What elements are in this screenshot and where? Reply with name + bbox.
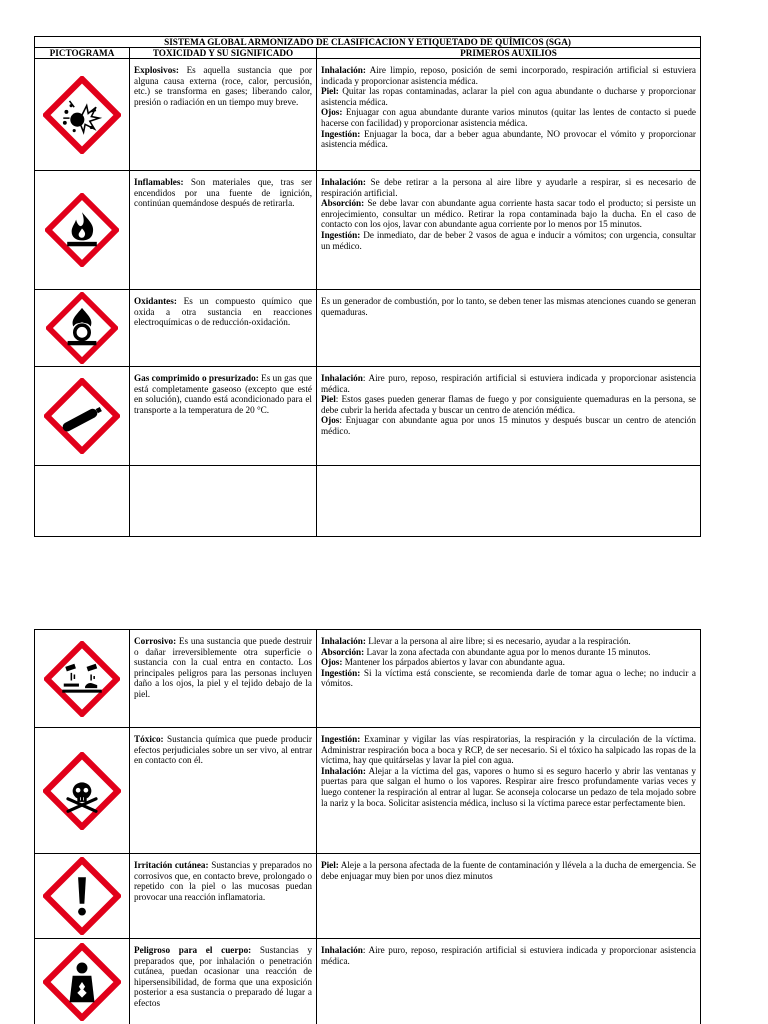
first-aid-item: Inhalación: Aire limpio, reposo, posición de semi incorporado, respiración artificial si estuviera indicada y proporcionar asistencia médica. bbox=[321, 65, 696, 86]
hazard-text: Es un gas que está completamente gaseoso (excepto que esté en solución), cuando está acondicionado para el transporte a la temperatura de 20 °C. bbox=[134, 373, 313, 415]
hazard-description bbox=[130, 290, 317, 367]
table-row bbox=[35, 59, 701, 171]
hazard-text: Sustancias y preparados no corrosivos que, en contacto breve, prolongado o repetido con la piel o las mucosas puedan provocar una reacción inflamatoria. bbox=[134, 860, 313, 902]
first-aid-item: Ingestión: De inmediato, dar de beber 2 vasos de agua e inducir a vómitos; con urgencia, consultar un médico. bbox=[321, 229, 696, 251]
first-aid-cell bbox=[317, 728, 701, 854]
gas-cylinder-icon bbox=[44, 378, 120, 454]
first-aid-item: Piel: Quitar las ropas contaminadas, aclarar la piel con agua abundante o ducharse y proporcionar asistencia médica. bbox=[321, 86, 696, 107]
hazard-name: Explosivos: bbox=[134, 65, 179, 75]
hazard-description bbox=[130, 854, 317, 939]
flame-icon bbox=[45, 193, 119, 267]
empty-cell bbox=[130, 466, 317, 537]
first-aid-cell bbox=[317, 367, 701, 466]
first-aid-item: Ojos: Enjuagar con agua abundante durante varios minutos (quitar las lentes de contacto si puede hacerse con facilidad) y proporcionar asistencia médica. bbox=[321, 107, 696, 128]
hazard-description bbox=[130, 630, 317, 728]
header-pictograma: PICTOGRAMA bbox=[35, 48, 130, 59]
header-toxicidad: TOXICIDAD Y SU SIGNIFICADO bbox=[130, 48, 317, 59]
health-hazard-icon bbox=[43, 943, 121, 1021]
first-aid-item: Inhalación: Alejar a la víctima del gas, vapores o humo si es seguro hacerlo y abrir las ventanas y puertas para que salgan el humo o los vapores. Respirar aire fresco profundamente varias veces y luego contener la respiración al entrar al lugar. Se aconseja colocarse un pedazo de tela mojado sobre la nariz y la boca. Solicitar asistencia médica, incluso si la víctima parece estar perfectamente bien. bbox=[321, 765, 696, 808]
pictogram-cell bbox=[35, 939, 130, 1024]
first-aid-cell bbox=[317, 939, 701, 1024]
hazard-name: Corrosivo: bbox=[134, 636, 177, 646]
table-row bbox=[35, 290, 701, 367]
hazard-description bbox=[130, 59, 317, 171]
hazard-name: Inflamables: bbox=[134, 177, 184, 187]
corrosive-icon bbox=[44, 641, 120, 717]
first-aid-item: Ojos: Mantener los párpados abiertos y lavar con abundante agua. bbox=[321, 657, 565, 668]
pictogram-cell bbox=[35, 59, 130, 171]
first-aid-item: Inhalación: Aire puro, reposo, respiración artificial si estuviera indicada y proporcionar asistencia médica. bbox=[321, 945, 696, 966]
pictogram-cell bbox=[35, 171, 130, 290]
hazard-name: Peligroso para el cuerpo: bbox=[134, 945, 252, 955]
hazard-name: Gas comprimido o presurizado: bbox=[134, 373, 259, 383]
table-row bbox=[35, 367, 701, 466]
pictogram-cell bbox=[35, 854, 130, 939]
table-row bbox=[35, 939, 701, 1024]
table-row bbox=[35, 854, 701, 939]
first-aid-item: Absorción: Se debe lavar con abundante agua corriente hasta sacar todo el producto; si persiste un enrojecimiento, consultar un médico. Retirar la ropa contaminada bajo la ducha. En el caso de contacto con los ojos, lavar con abundante agua corriente por lo menos por 15 minutos. bbox=[321, 198, 696, 230]
first-aid-item: Ingestión: Si la víctima está consciente, se recomienda darle de tomar agua o leche; no inducir a vómitos. bbox=[321, 667, 696, 689]
hazard-description bbox=[130, 171, 317, 290]
empty-cell bbox=[35, 466, 130, 537]
pictogram-cell bbox=[35, 290, 130, 367]
empty-cell bbox=[317, 466, 701, 537]
first-aid-item: Es un generador de combustión, por lo tanto, se deben tener las mismas atenciones cuando se generan quemaduras. bbox=[321, 296, 696, 317]
first-aid-item: Ojos: Enjuagar con abundante agua por unos 15 minutos y después buscar un centro de atención médico. bbox=[321, 415, 696, 436]
explosive-icon bbox=[43, 76, 121, 154]
hazard-text: Sustancia química que puede producir efectos perjudiciales sobre un ser vivo, al entrar en contacto con él. bbox=[134, 734, 312, 766]
first-aid-cell bbox=[317, 630, 701, 728]
header-primeros-auxilios: PRIMEROS AUXILIOS bbox=[317, 48, 701, 59]
first-aid-cell bbox=[317, 290, 701, 367]
first-aid-cell bbox=[317, 171, 701, 290]
hazard-text: Es una sustancia que puede destruir o dañar irreversiblemente otra superficie o sustancia con la cual entra en contacto. Los principales peligros para las personas incluyen daño a los ojos, la piel y el tejido debajo de la piel. bbox=[134, 636, 312, 699]
hazard-text: Sustancias y preparados que, por inhalación o penetración cutánea, puedan ocasionar una reacción de hipersensibilidad, de forma que una exposición posterior a esa sustancia o preparado dé lugar a efectos bbox=[134, 945, 312, 1008]
ghs-table-2 bbox=[34, 629, 701, 1024]
ghs-table-1 bbox=[34, 36, 701, 537]
oxidizer-icon bbox=[46, 292, 118, 364]
skull-crossbones-icon bbox=[43, 752, 121, 830]
first-aid-item: Ingestión: Examinar y vigilar las vías respiratorias, la respiración y la circulación de la víctima. Administrar respiración boca a boca y RCP, de ser necesario. Si el tóxico ha salpicado las ropas de la víctima, hay que quitárselas y lavar la piel con agua. bbox=[321, 734, 696, 766]
pictogram-cell bbox=[35, 367, 130, 466]
first-aid-item: Inhalación: Llevar a la persona al aire libre; si es necesario, ayudar a la respiración. bbox=[321, 636, 631, 646]
first-aid-item: Piel: Aleje a la persona afectada de la fuente de contaminación y llévela a la ducha de emergencia. Se debe enjuagar muy bien por unos diez minutos bbox=[321, 860, 696, 881]
hazard-description bbox=[130, 728, 317, 854]
hazard-name: Irritación cutánea: bbox=[134, 860, 209, 870]
empty-row bbox=[35, 466, 701, 537]
hazard-name: Oxidantes: bbox=[134, 296, 177, 306]
table-row bbox=[35, 630, 701, 728]
first-aid-item: Piel: Estos gases pueden generar flamas de fuego y por consiguiente quemaduras en la persona, se debe cubrir la herida afectada y buscar un centro de atención médica. bbox=[321, 394, 696, 415]
pictogram-cell bbox=[35, 630, 130, 728]
hazard-text: Es aquella sustancia que por alguna causa externa (roce, calor, percusión, etc.) se transforma en gases; liberando calor, presión o radiación en un tiempo muy breve. bbox=[134, 65, 312, 107]
exclamation-mark-icon bbox=[43, 857, 121, 935]
table-title: SISTEMA GLOBAL ARMONIZADO DE CLASIFICACION Y ETIQUETADO DE QUÍMICOS (SGA) bbox=[35, 37, 701, 48]
first-aid-item: Inhalación: Se debe retirar a la persona al aire libre y ayudarle a respirar, si es necesario de respiración artificial. bbox=[321, 177, 696, 198]
first-aid-item: Ingestión: Enjuagar la boca, dar a beber agua abundante, NO provocar el vómito y proporcionar asistencia médica. bbox=[321, 128, 696, 150]
hazard-description bbox=[130, 939, 317, 1024]
first-aid-item: Inhalación: Aire puro, reposo, respiración artificial si estuviera indicada y proporcionar asistencia médica. bbox=[321, 373, 696, 394]
hazard-description bbox=[130, 367, 317, 466]
first-aid-cell bbox=[317, 854, 701, 939]
hazard-text: Es un compuesto químico que oxida a otra sustancia en reacciones electroquímicas o de reducción-oxidación. bbox=[134, 296, 312, 328]
table-row bbox=[35, 728, 701, 854]
first-aid-cell bbox=[317, 59, 701, 171]
first-aid-item: Absorción: Lavar la zona afectada con abundante agua por lo menos durante 15 minutos. bbox=[321, 646, 651, 657]
table-row bbox=[35, 171, 701, 290]
pictogram-cell bbox=[35, 728, 130, 854]
hazard-name: Tóxico: bbox=[134, 734, 164, 744]
hazard-text: Son materiales que, tras ser encendidos por una fuente de ignición, continúan quemándose después de retirarla. bbox=[134, 177, 312, 209]
